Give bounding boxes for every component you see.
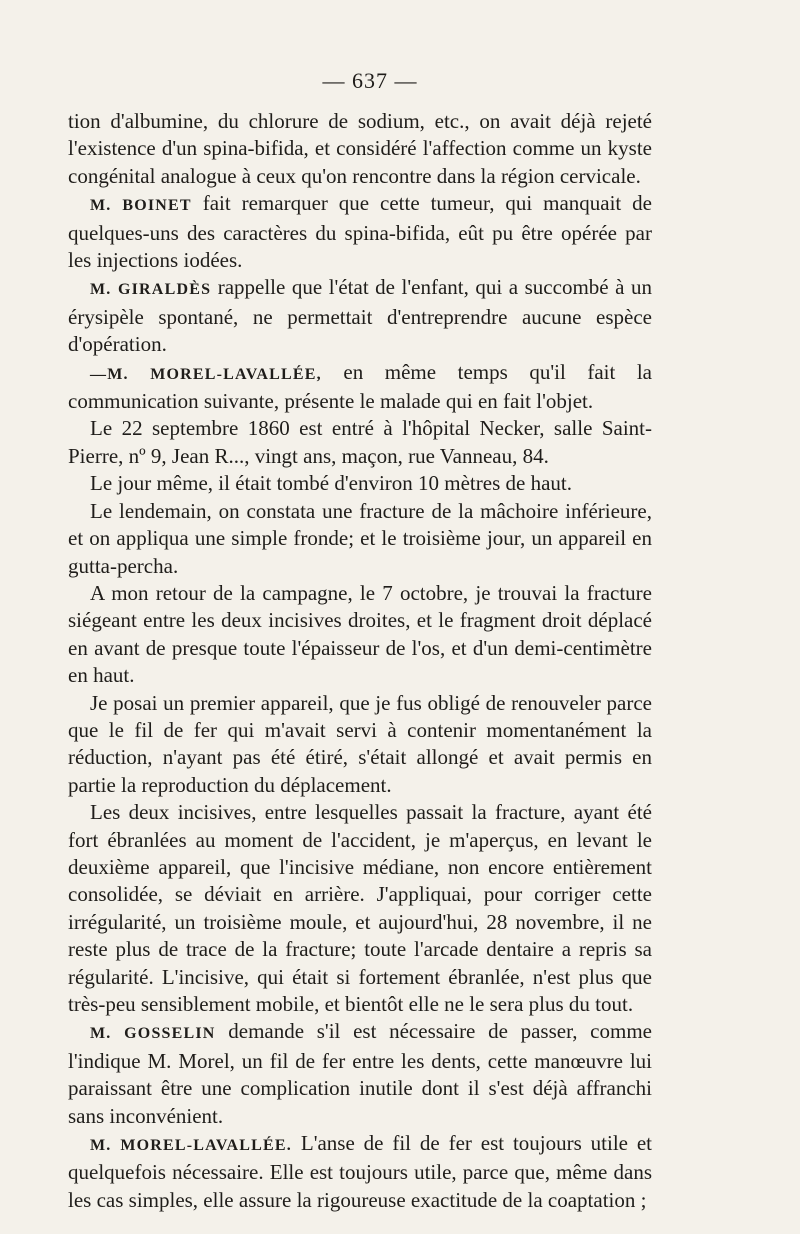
speaker-name: M. GIRALDÈS	[90, 281, 212, 299]
paragraph-4	[68, 415, 652, 470]
paragraph-text: en même temps qu'il fait la communication suivante, présente le malade qui en fait l'objet.	[68, 359, 653, 414]
body-text	[68, 108, 652, 1214]
paragraph-3	[68, 359, 652, 416]
speaker-name: M. BOINET	[90, 197, 192, 215]
paragraph-text: demande s'il est nécessaire de passer, comme l'indique M. Morel, un fil de fer entre les dents, cette manœuvre lui paraissant être une complication inutile dont il s'est déjà affranchi sans inconvénient.	[68, 1019, 652, 1128]
paragraph-0	[68, 108, 652, 190]
paragraph-11	[68, 1130, 652, 1214]
paragraph-text: Le lendemain, on constata une fracture de la mâchoire inférieure, et on appliqua une simple fronde; et le troisième jour, un appareil en gutta-percha.	[68, 498, 652, 578]
speaker-name: M. GOSSELIN	[90, 1025, 216, 1043]
paragraph-2	[68, 274, 652, 358]
speaker-name: —M. MOREL-LAVALLÉE,	[90, 365, 322, 383]
speaker-name: M. MOREL-LAVALLÉE.	[90, 1137, 292, 1155]
paragraph-10	[68, 1018, 652, 1130]
page-number: — 637 —	[322, 68, 418, 93]
paragraph-1	[68, 190, 652, 274]
paragraph-text: A mon retour de la campagne, le 7 octobre, je trouvai la fracture siégeant entre les deux incisives droites, et le fragment droit déplacé en avant de presque toute l'épaisseur de l'os, et d'un demi-centimètre en haut.	[68, 580, 652, 688]
paragraph-text: L'anse de fil de fer est toujours utile et quelquefois nécessaire. Elle est toujours utile, parce que, même dans les cas simples, elle assure la rigoureuse exactitude de la coaptation ;	[68, 1131, 652, 1212]
paragraph-text: fait remarquer que cette tumeur, qui manquait de quelques-uns des caractères du spina-bifida, eût pu être opérée par les injections iodées.	[68, 191, 652, 273]
paragraph-text: rappelle que l'état de l'enfant, qui a succombé à un érysipèle spontané, ne permettait d'entreprendre aucune espèce d'opération.	[68, 275, 652, 357]
paragraph-6	[68, 498, 652, 580]
paragraph-8	[68, 690, 652, 800]
paragraph-text: Le 22 septembre 1860 est entré à l'hôpital Necker, salle Saint-Pierre, nº 9, Jean R..., vingt ans, maçon, rue Vanneau, 84.	[68, 416, 652, 468]
paragraph-7	[68, 580, 652, 690]
paragraph-text: Le jour même, il était tombé d'environ 10 mètres de haut.	[90, 471, 572, 496]
paragraph-text: Je posai un premier appareil, que je fus obligé de renouveler parce que le fil de fer qui m'avait servi à contenir momentanément la réduction, n'ayant pas été étiré, s'était allongé et avait permis en partie la reproduction du déplacement.	[68, 690, 652, 797]
paragraph-5	[68, 470, 652, 497]
paragraph-text: Les deux incisives, entre lesquelles passait la fracture, ayant été fort ébranlées au moment de l'accident, je m'aperçus, en levant le deuxième appareil, que l'incisive médiane, non encore entièrement consolidée, se déviait en arrière. J'appliquai, pour corriger cette irrégularité, un troisième moule, et aujourd'hui, 28 novembre, il ne reste plus de trace de la fracture; toute l'arcade dentaire a repris sa régularité. L'incisive, qui était si fortement ébranlée, n'est plus que très-peu sensiblement mobile, et bientôt elle ne le sera plus du tout.	[68, 800, 652, 1016]
paragraph-9	[68, 799, 652, 1018]
paragraph-text: tion d'albumine, du chlorure de sodium, etc., on avait déjà rejeté l'existence d'un spina-bifida, et considéré l'affection comme un kyste congénital analogue à ceux qu'on rencontre dans la région cervicale.	[68, 109, 652, 188]
